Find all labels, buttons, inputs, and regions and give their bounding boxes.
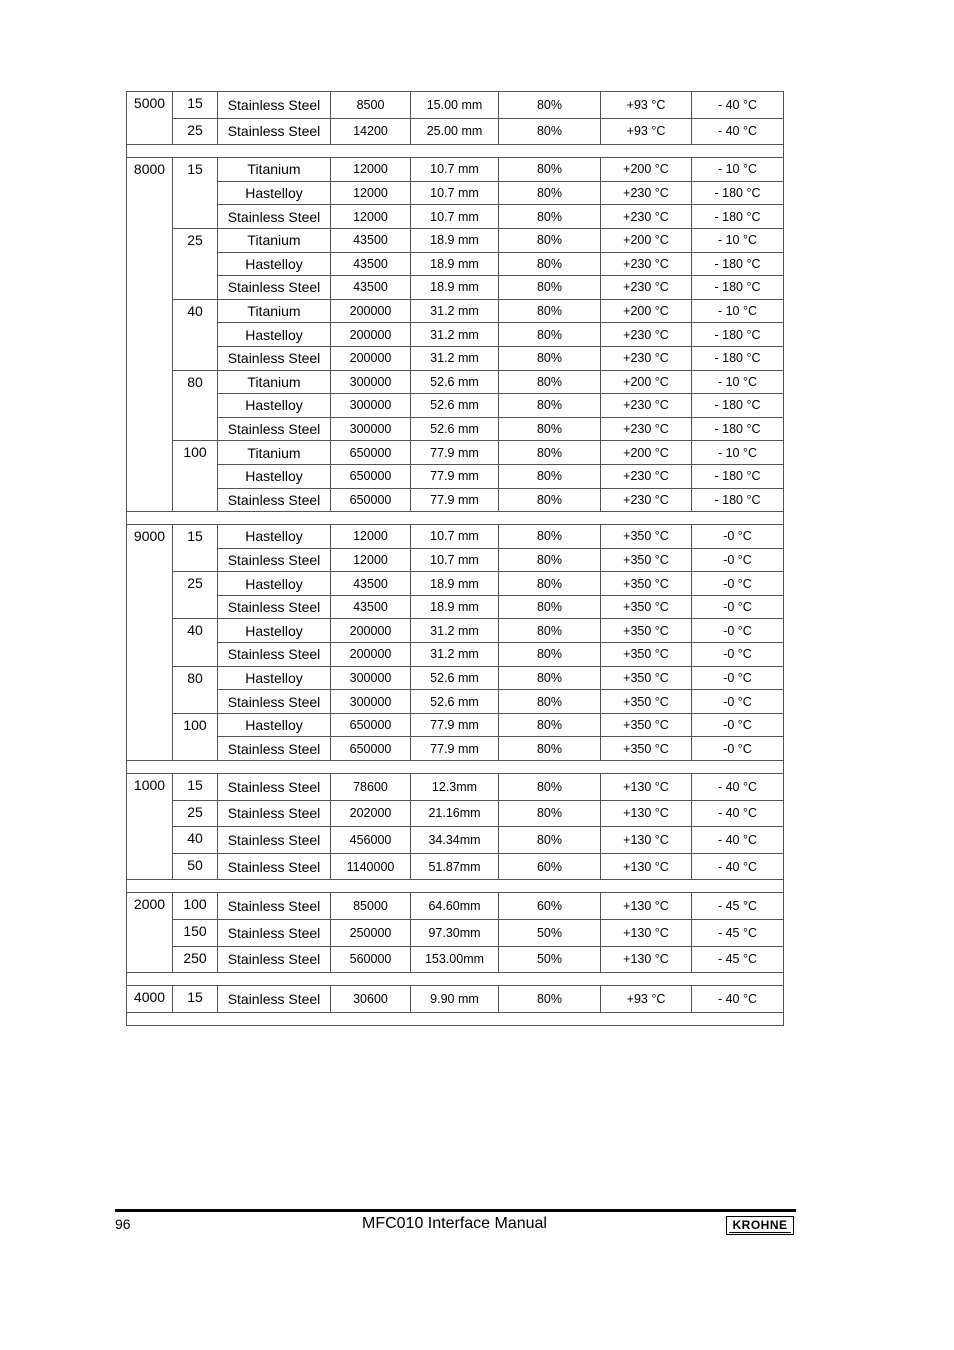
max-temp-cell: +230 °C: [601, 252, 692, 276]
material-cell: Stainless Steel: [218, 690, 331, 714]
max-temp-cell: +130 °C: [601, 800, 692, 827]
max-temp-cell: +230 °C: [601, 417, 692, 441]
min-temp-cell: - 45 °C: [692, 893, 784, 920]
flow-cell: 456000: [331, 827, 411, 854]
spacer-row: [127, 512, 784, 525]
min-temp-cell: -0 °C: [692, 525, 784, 549]
material-cell: Titanium: [218, 370, 331, 394]
flow-cell: 12000: [331, 205, 411, 229]
percent-cell: 80%: [499, 346, 601, 370]
spacer-row: [127, 761, 784, 774]
size-cell: 250: [173, 946, 218, 973]
min-temp-cell: - 180 °C: [692, 488, 784, 512]
flow-cell: 300000: [331, 394, 411, 418]
diameter-cell: 18.9 mm: [411, 228, 499, 252]
table-row: [127, 986, 784, 1013]
max-temp-cell: +130 °C: [601, 946, 692, 973]
flow-cell: 43500: [331, 572, 411, 596]
flow-cell: 12000: [331, 548, 411, 572]
max-temp-cell: +230 °C: [601, 464, 692, 488]
material-cell: Hastelloy: [218, 464, 331, 488]
table-row: [127, 548, 784, 572]
flow-cell: 12000: [331, 181, 411, 205]
min-temp-cell: -0 °C: [692, 666, 784, 690]
spacer-row: [127, 880, 784, 893]
min-temp-cell: -0 °C: [692, 713, 784, 737]
max-temp-cell: +200 °C: [601, 370, 692, 394]
min-temp-cell: -0 °C: [692, 643, 784, 667]
min-temp-cell: - 10 °C: [692, 228, 784, 252]
table-row: [127, 946, 784, 973]
table-row: [127, 228, 784, 252]
size-cell: 15: [173, 986, 218, 1013]
percent-cell: 80%: [499, 488, 601, 512]
material-cell: Stainless Steel: [218, 853, 331, 880]
diameter-cell: 52.6 mm: [411, 666, 499, 690]
size-cell: 80: [173, 370, 218, 441]
table-row: [127, 441, 784, 465]
max-temp-cell: +350 °C: [601, 525, 692, 549]
flow-cell: 8500: [331, 92, 411, 119]
percent-cell: 80%: [499, 92, 601, 119]
percent-cell: 80%: [499, 800, 601, 827]
min-temp-cell: - 40 °C: [692, 92, 784, 119]
min-temp-cell: - 180 °C: [692, 346, 784, 370]
flow-cell: 12000: [331, 158, 411, 182]
material-cell: Stainless Steel: [218, 800, 331, 827]
percent-cell: 80%: [499, 643, 601, 667]
max-temp-cell: +230 °C: [601, 488, 692, 512]
max-temp-cell: +230 °C: [601, 346, 692, 370]
spacer-cell: [127, 145, 784, 158]
max-temp-cell: +130 °C: [601, 920, 692, 947]
percent-cell: 80%: [499, 595, 601, 619]
diameter-cell: 18.9 mm: [411, 276, 499, 300]
table-row: [127, 713, 784, 737]
table-row: [127, 370, 784, 394]
percent-cell: 80%: [499, 323, 601, 347]
table-row: [127, 920, 784, 947]
table-row: [127, 774, 784, 801]
table-row: [127, 158, 784, 182]
flow-cell: 250000: [331, 920, 411, 947]
diameter-cell: 31.2 mm: [411, 323, 499, 347]
series-cell: 5000: [127, 92, 173, 145]
min-temp-cell: - 40 °C: [692, 800, 784, 827]
percent-cell: 80%: [499, 666, 601, 690]
size-cell: 40: [173, 827, 218, 854]
diameter-cell: 10.7 mm: [411, 181, 499, 205]
material-cell: Stainless Steel: [218, 92, 331, 119]
size-cell: 25: [173, 228, 218, 299]
max-temp-cell: +93 °C: [601, 92, 692, 119]
size-cell: 80: [173, 666, 218, 713]
material-cell: Stainless Steel: [218, 205, 331, 229]
series-cell: 1000: [127, 774, 173, 880]
diameter-cell: 97.30mm: [411, 920, 499, 947]
material-cell: Hastelloy: [218, 181, 331, 205]
percent-cell: 80%: [499, 986, 601, 1013]
min-temp-cell: - 10 °C: [692, 299, 784, 323]
flow-cell: 200000: [331, 346, 411, 370]
percent-cell: 80%: [499, 690, 601, 714]
max-temp-cell: +350 °C: [601, 737, 692, 761]
material-cell: Stainless Steel: [218, 893, 331, 920]
spacer-cell: [127, 761, 784, 774]
size-cell: 50: [173, 853, 218, 880]
diameter-cell: 153.00mm: [411, 946, 499, 973]
max-temp-cell: +350 °C: [601, 548, 692, 572]
flow-cell: 300000: [331, 370, 411, 394]
table-row: [127, 118, 784, 145]
min-temp-cell: - 180 °C: [692, 464, 784, 488]
max-temp-cell: +93 °C: [601, 118, 692, 145]
percent-cell: 80%: [499, 774, 601, 801]
series-cell: 9000: [127, 525, 173, 761]
max-temp-cell: +93 °C: [601, 986, 692, 1013]
max-temp-cell: +200 °C: [601, 158, 692, 182]
percent-cell: 60%: [499, 893, 601, 920]
spacer-row: [127, 145, 784, 158]
flow-cell: 200000: [331, 643, 411, 667]
series-cell: 2000: [127, 893, 173, 973]
diameter-cell: 10.7 mm: [411, 205, 499, 229]
min-temp-cell: -0 °C: [692, 619, 784, 643]
diameter-cell: 31.2 mm: [411, 643, 499, 667]
table-row: [127, 205, 784, 229]
diameter-cell: 10.7 mm: [411, 158, 499, 182]
table-row: [127, 525, 784, 549]
min-temp-cell: - 180 °C: [692, 394, 784, 418]
percent-cell: 80%: [499, 181, 601, 205]
min-temp-cell: - 10 °C: [692, 441, 784, 465]
spacer-cell: [127, 973, 784, 986]
spacer-row: [127, 1012, 784, 1025]
size-cell: 100: [173, 441, 218, 512]
percent-cell: 80%: [499, 370, 601, 394]
min-temp-cell: -0 °C: [692, 548, 784, 572]
footer-rule: [115, 1209, 796, 1212]
size-cell: 15: [173, 158, 218, 229]
material-cell: Hastelloy: [218, 572, 331, 596]
percent-cell: 80%: [499, 205, 601, 229]
diameter-cell: 77.9 mm: [411, 464, 499, 488]
percent-cell: 80%: [499, 417, 601, 441]
diameter-cell: 25.00 mm: [411, 118, 499, 145]
percent-cell: 80%: [499, 299, 601, 323]
percent-cell: 80%: [499, 118, 601, 145]
flow-cell: 650000: [331, 464, 411, 488]
diameter-cell: 18.9 mm: [411, 252, 499, 276]
material-cell: Hastelloy: [218, 323, 331, 347]
material-cell: Stainless Steel: [218, 417, 331, 441]
diameter-cell: 52.6 mm: [411, 690, 499, 714]
size-cell: 25: [173, 572, 218, 619]
material-cell: Stainless Steel: [218, 774, 331, 801]
spacer-cell: [127, 880, 784, 893]
max-temp-cell: +230 °C: [601, 181, 692, 205]
table-row: [127, 643, 784, 667]
min-temp-cell: - 40 °C: [692, 774, 784, 801]
flow-cell: 300000: [331, 417, 411, 441]
spacer-cell: [127, 512, 784, 525]
max-temp-cell: +350 °C: [601, 666, 692, 690]
diameter-cell: 10.7 mm: [411, 548, 499, 572]
flow-cell: 43500: [331, 252, 411, 276]
size-cell: 100: [173, 713, 218, 760]
size-cell: 25: [173, 800, 218, 827]
percent-cell: 80%: [499, 252, 601, 276]
material-cell: Stainless Steel: [218, 643, 331, 667]
flow-cell: 14200: [331, 118, 411, 145]
max-temp-cell: +230 °C: [601, 276, 692, 300]
max-temp-cell: +350 °C: [601, 690, 692, 714]
table-row: [127, 800, 784, 827]
flow-cell: 30600: [331, 986, 411, 1013]
min-temp-cell: - 40 °C: [692, 986, 784, 1013]
table-row: [127, 181, 784, 205]
max-temp-cell: +350 °C: [601, 713, 692, 737]
table-row: [127, 737, 784, 761]
table-row: [127, 853, 784, 880]
diameter-cell: 12.3mm: [411, 774, 499, 801]
flow-cell: 300000: [331, 690, 411, 714]
krohne-logo: [726, 1216, 794, 1235]
flow-cell: 12000: [331, 525, 411, 549]
percent-cell: 60%: [499, 853, 601, 880]
material-cell: Stainless Steel: [218, 827, 331, 854]
max-temp-cell: +200 °C: [601, 299, 692, 323]
diameter-cell: 52.6 mm: [411, 394, 499, 418]
table-row: [127, 893, 784, 920]
flow-cell: 85000: [331, 893, 411, 920]
percent-cell: 80%: [499, 441, 601, 465]
diameter-cell: 34.34mm: [411, 827, 499, 854]
percent-cell: 80%: [499, 827, 601, 854]
table-row: [127, 619, 784, 643]
min-temp-cell: -0 °C: [692, 690, 784, 714]
sensor-spec-table: [126, 91, 784, 1026]
logo-text: KROHNE: [732, 1218, 788, 1232]
table-row: [127, 252, 784, 276]
size-cell: 15: [173, 92, 218, 119]
material-cell: Hastelloy: [218, 525, 331, 549]
flow-cell: 650000: [331, 441, 411, 465]
max-temp-cell: +130 °C: [601, 853, 692, 880]
min-temp-cell: -0 °C: [692, 595, 784, 619]
percent-cell: 80%: [499, 158, 601, 182]
min-temp-cell: - 10 °C: [692, 158, 784, 182]
flow-cell: 300000: [331, 666, 411, 690]
table-row: [127, 92, 784, 119]
material-cell: Stainless Steel: [218, 346, 331, 370]
material-cell: Titanium: [218, 441, 331, 465]
material-cell: Hastelloy: [218, 666, 331, 690]
page-number: 96: [115, 1216, 131, 1232]
min-temp-cell: - 45 °C: [692, 946, 784, 973]
flow-cell: 43500: [331, 228, 411, 252]
size-cell: 25: [173, 118, 218, 145]
percent-cell: 80%: [499, 525, 601, 549]
percent-cell: 80%: [499, 464, 601, 488]
max-temp-cell: +350 °C: [601, 572, 692, 596]
material-cell: Stainless Steel: [218, 986, 331, 1013]
diameter-cell: 31.2 mm: [411, 299, 499, 323]
max-temp-cell: +230 °C: [601, 394, 692, 418]
manual-title: MFC010 Interface Manual: [362, 1215, 547, 1232]
flow-cell: 200000: [331, 299, 411, 323]
percent-cell: 50%: [499, 946, 601, 973]
flow-cell: 1140000: [331, 853, 411, 880]
diameter-cell: 9.90 mm: [411, 986, 499, 1013]
flow-cell: 650000: [331, 713, 411, 737]
flow-cell: 560000: [331, 946, 411, 973]
percent-cell: 80%: [499, 228, 601, 252]
material-cell: Stainless Steel: [218, 920, 331, 947]
series-cell: 8000: [127, 158, 173, 512]
diameter-cell: 31.2 mm: [411, 619, 499, 643]
material-cell: Hastelloy: [218, 252, 331, 276]
diameter-cell: 51.87mm: [411, 853, 499, 880]
material-cell: Hastelloy: [218, 619, 331, 643]
material-cell: Stainless Steel: [218, 946, 331, 973]
diameter-cell: 77.9 mm: [411, 488, 499, 512]
diameter-cell: 21.16mm: [411, 800, 499, 827]
size-cell: 100: [173, 893, 218, 920]
diameter-cell: 31.2 mm: [411, 346, 499, 370]
diameter-cell: 77.9 mm: [411, 713, 499, 737]
percent-cell: 80%: [499, 619, 601, 643]
percent-cell: 50%: [499, 920, 601, 947]
diameter-cell: 64.60mm: [411, 893, 499, 920]
material-cell: Stainless Steel: [218, 595, 331, 619]
size-cell: 15: [173, 774, 218, 801]
table-row: [127, 488, 784, 512]
table-row: [127, 323, 784, 347]
flow-cell: 202000: [331, 800, 411, 827]
max-temp-cell: +200 °C: [601, 228, 692, 252]
flow-cell: 43500: [331, 276, 411, 300]
max-temp-cell: +350 °C: [601, 619, 692, 643]
max-temp-cell: +200 °C: [601, 441, 692, 465]
material-cell: Stainless Steel: [218, 737, 331, 761]
min-temp-cell: - 180 °C: [692, 323, 784, 347]
material-cell: Titanium: [218, 228, 331, 252]
diameter-cell: 18.9 mm: [411, 595, 499, 619]
min-temp-cell: - 40 °C: [692, 118, 784, 145]
min-temp-cell: - 40 °C: [692, 853, 784, 880]
percent-cell: 80%: [499, 394, 601, 418]
max-temp-cell: +230 °C: [601, 323, 692, 347]
diameter-cell: 52.6 mm: [411, 370, 499, 394]
table-row: [127, 827, 784, 854]
table-row: [127, 572, 784, 596]
table-row: [127, 394, 784, 418]
flow-cell: 650000: [331, 488, 411, 512]
material-cell: Stainless Steel: [218, 488, 331, 512]
min-temp-cell: - 40 °C: [692, 827, 784, 854]
table-row: [127, 464, 784, 488]
table-row: [127, 666, 784, 690]
diameter-cell: 18.9 mm: [411, 572, 499, 596]
max-temp-cell: +350 °C: [601, 595, 692, 619]
size-cell: 40: [173, 619, 218, 666]
min-temp-cell: - 10 °C: [692, 370, 784, 394]
max-temp-cell: +130 °C: [601, 774, 692, 801]
min-temp-cell: - 45 °C: [692, 920, 784, 947]
material-cell: Hastelloy: [218, 394, 331, 418]
percent-cell: 80%: [499, 276, 601, 300]
spacer-row: [127, 973, 784, 986]
min-temp-cell: - 180 °C: [692, 417, 784, 441]
table-row: [127, 595, 784, 619]
table-row: [127, 346, 784, 370]
flow-cell: 200000: [331, 323, 411, 347]
diameter-cell: 52.6 mm: [411, 417, 499, 441]
percent-cell: 80%: [499, 572, 601, 596]
table-row: [127, 276, 784, 300]
material-cell: Titanium: [218, 299, 331, 323]
material-cell: Stainless Steel: [218, 118, 331, 145]
table-row: [127, 417, 784, 441]
max-temp-cell: +230 °C: [601, 205, 692, 229]
material-cell: Stainless Steel: [218, 276, 331, 300]
max-temp-cell: +350 °C: [601, 643, 692, 667]
min-temp-cell: -0 °C: [692, 737, 784, 761]
table-row: [127, 299, 784, 323]
min-temp-cell: - 180 °C: [692, 181, 784, 205]
size-cell: 15: [173, 525, 218, 572]
size-cell: 40: [173, 299, 218, 370]
material-cell: Titanium: [218, 158, 331, 182]
diameter-cell: 77.9 mm: [411, 441, 499, 465]
min-temp-cell: -0 °C: [692, 572, 784, 596]
spacer-cell: [127, 1012, 784, 1025]
flow-cell: 650000: [331, 737, 411, 761]
min-temp-cell: - 180 °C: [692, 252, 784, 276]
max-temp-cell: +130 °C: [601, 827, 692, 854]
material-cell: Stainless Steel: [218, 548, 331, 572]
percent-cell: 80%: [499, 713, 601, 737]
table-row: [127, 690, 784, 714]
min-temp-cell: - 180 °C: [692, 276, 784, 300]
percent-cell: 80%: [499, 548, 601, 572]
series-cell: 4000: [127, 986, 173, 1013]
percent-cell: 80%: [499, 737, 601, 761]
flow-cell: 200000: [331, 619, 411, 643]
max-temp-cell: +130 °C: [601, 893, 692, 920]
min-temp-cell: - 180 °C: [692, 205, 784, 229]
size-cell: 150: [173, 920, 218, 947]
diameter-cell: 77.9 mm: [411, 737, 499, 761]
flow-cell: 43500: [331, 595, 411, 619]
diameter-cell: 15.00 mm: [411, 92, 499, 119]
flow-cell: 78600: [331, 774, 411, 801]
diameter-cell: 10.7 mm: [411, 525, 499, 549]
material-cell: Hastelloy: [218, 713, 331, 737]
